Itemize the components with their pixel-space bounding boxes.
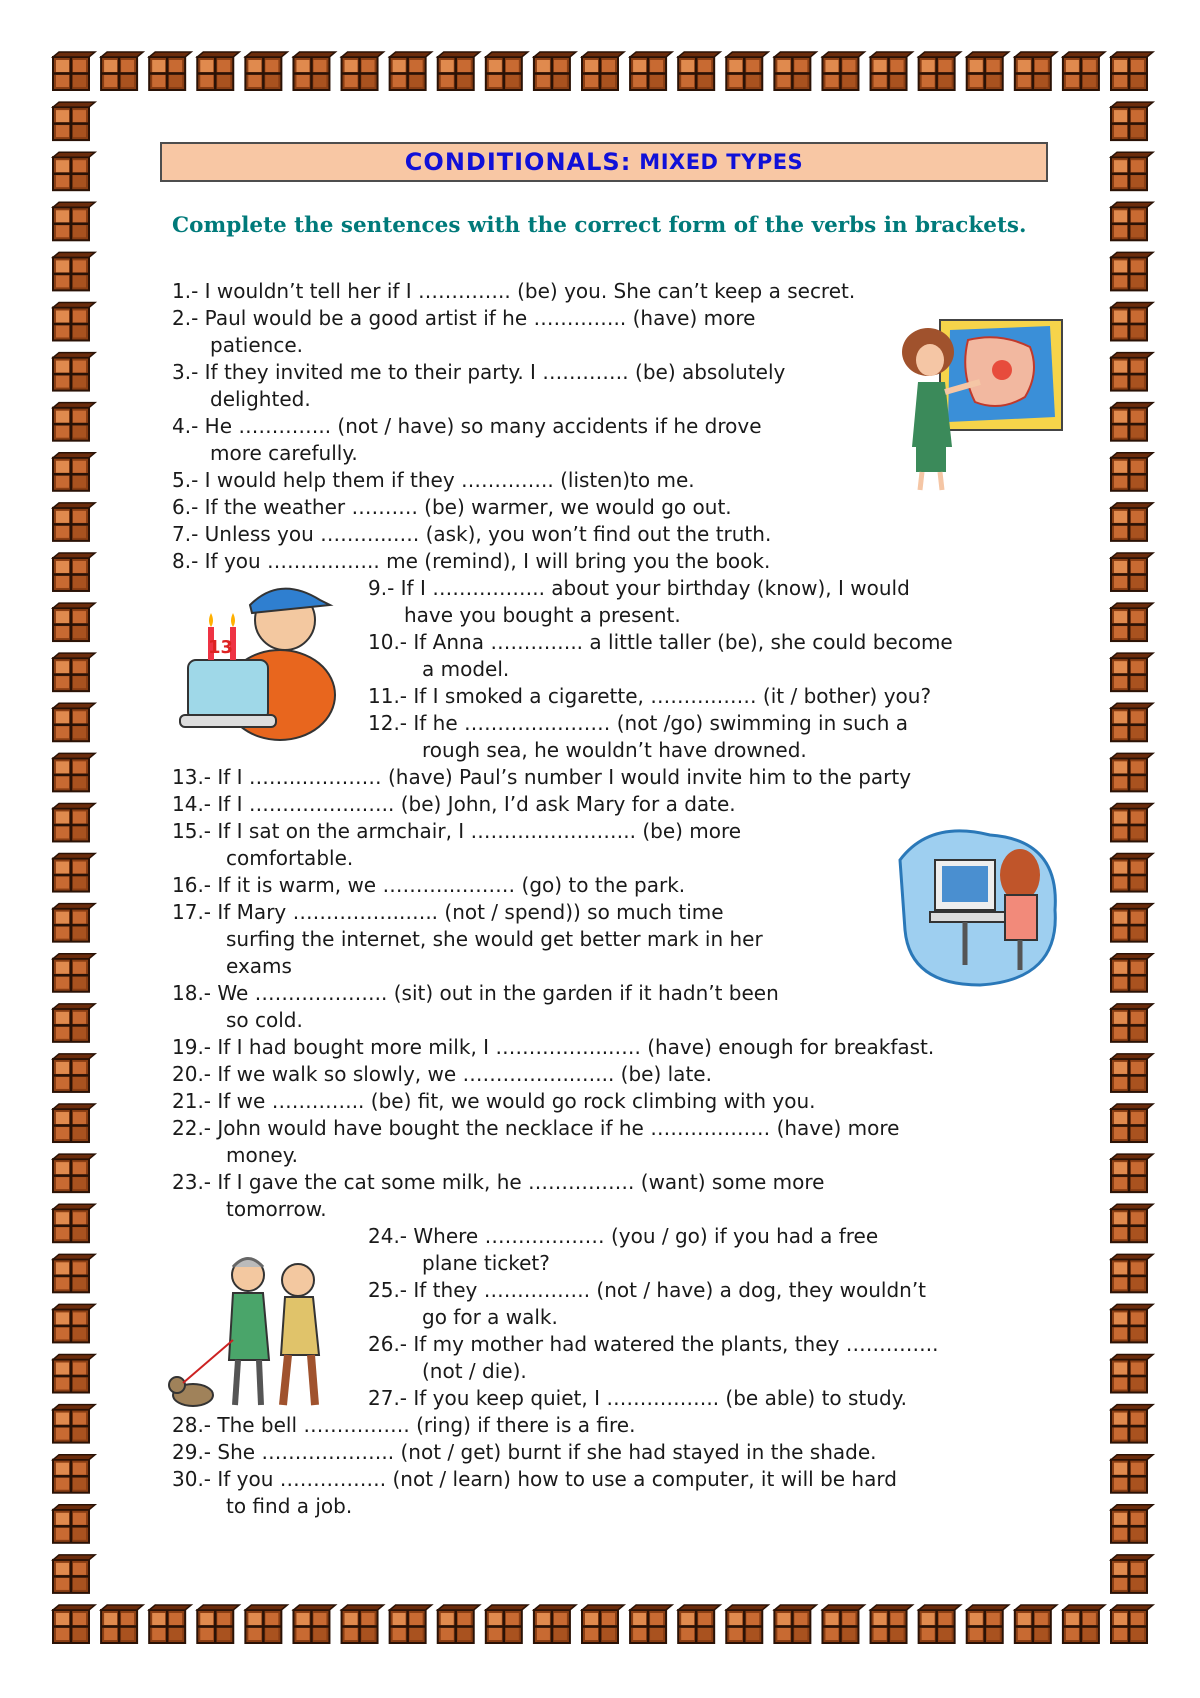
exercise-29 xyxy=(172,1439,877,1466)
brick-icon xyxy=(582,52,624,90)
brick-icon xyxy=(53,854,95,892)
brick-icon xyxy=(582,1605,624,1643)
exercise-15 xyxy=(172,818,741,872)
exercise-line: 30.- If you ……………. (not / learn) how to use a computer, it will be hard xyxy=(172,1467,897,1491)
exercise-line: patience. xyxy=(210,333,303,357)
brick-icon xyxy=(53,1204,95,1242)
exercise-19 xyxy=(172,1034,934,1061)
brick-icon xyxy=(678,52,720,90)
brick-icon xyxy=(342,1605,384,1643)
brick-icon xyxy=(486,1605,528,1643)
brick-icon xyxy=(53,1455,95,1493)
exercise-8 xyxy=(172,548,770,575)
title-sub: MIXED TYPES xyxy=(639,150,804,174)
exercise-6 xyxy=(172,494,732,521)
exercise-10 xyxy=(368,629,953,683)
exercise-7 xyxy=(172,521,771,548)
exercise-line: 13.- If I ……..………… (have) Paul’s number I would invite him to the party xyxy=(172,765,912,789)
exercise-line: 1.- I wouldn’t tell her if I ………….. (be) you. She can’t keep a secret. xyxy=(172,279,856,303)
exercise-4 xyxy=(172,413,762,467)
brick-icon xyxy=(1111,954,1153,992)
brick-icon xyxy=(1111,1405,1153,1443)
exercise-line: more carefully. xyxy=(210,441,358,465)
exercise-28 xyxy=(172,1412,635,1439)
brick-icon xyxy=(678,1605,720,1643)
brick-icon xyxy=(53,1505,95,1543)
brick-icon xyxy=(1111,1505,1153,1543)
brick-icon xyxy=(1111,1004,1153,1042)
brick-icon xyxy=(1111,653,1153,691)
exercise-line: tomorrow. xyxy=(226,1197,327,1221)
exercise-27 xyxy=(368,1385,907,1412)
brick-icon xyxy=(1111,1104,1153,1142)
brick-icon xyxy=(919,52,961,90)
brick-icon xyxy=(53,1555,95,1593)
boy-with-birthday-cake-image xyxy=(170,575,340,745)
exercise-line: delighted. xyxy=(210,387,311,411)
exercise-line: 2.- Paul would be a good artist if he ………….. (have) more xyxy=(172,306,756,330)
brick-icon xyxy=(726,1605,768,1643)
brick-icon xyxy=(967,52,1009,90)
brick-icon xyxy=(919,1605,961,1643)
brick-icon xyxy=(53,202,95,240)
exercise-line: 4.- He ………….. (not / have) so many accidents if he drove xyxy=(172,414,762,438)
exercise-line: 22.- John would have bought the necklace if he ……………… (have) more xyxy=(172,1116,900,1140)
brick-icon xyxy=(1111,1154,1153,1192)
exercise-line: 27.- If you keep quiet, I …………….. (be able) to study. xyxy=(368,1386,907,1410)
brick-icon xyxy=(1111,854,1153,892)
brick-icon xyxy=(774,52,816,90)
exercise-26 xyxy=(368,1331,938,1385)
brick-icon xyxy=(53,252,95,290)
brick-icon xyxy=(486,52,528,90)
exercise-line: 24.- Where ……………… (you / go) if you had a free xyxy=(368,1224,879,1248)
exercise-18 xyxy=(172,980,779,1034)
exercise-21 xyxy=(172,1088,816,1115)
brick-icon xyxy=(53,503,95,541)
brick-icon xyxy=(1111,503,1153,541)
exercise-line: surfing the internet, she would get better mark in her xyxy=(226,927,763,951)
exercise-line: 20.- If we walk so slowly, we ……………..…... (be) late. xyxy=(172,1062,712,1086)
brick-icon xyxy=(1111,302,1153,340)
brick-icon xyxy=(53,1004,95,1042)
exercise-5 xyxy=(172,467,695,494)
svg-text:13: 13 xyxy=(208,637,234,658)
exercise-line: plane ticket? xyxy=(422,1251,550,1275)
exercise-line: 25.- If they ……………. (not / have) a dog, they wouldn’t xyxy=(368,1278,927,1302)
brick-icon xyxy=(53,1355,95,1393)
exercise-line: 28.- The bell ……………. (ring) if there is a fire. xyxy=(172,1413,636,1437)
brick-icon xyxy=(1063,1605,1105,1643)
exercise-17 xyxy=(172,899,763,980)
title-main: CONDITIONALS: xyxy=(404,148,632,176)
brick-icon xyxy=(53,553,95,591)
brick-icon xyxy=(53,1254,95,1292)
brick-icon xyxy=(1111,1054,1153,1092)
brick-icon xyxy=(53,954,95,992)
brick-icon xyxy=(726,52,768,90)
exercise-16 xyxy=(172,872,685,899)
brick-icon xyxy=(53,1605,95,1643)
exercise-line: 29.- She ……………….. (not / get) burnt if she had stayed in the shade. xyxy=(172,1440,877,1464)
exercise-line: 12.- If he ………….……… (not /go) swimming in such a xyxy=(368,711,909,735)
exercise-3 xyxy=(172,359,785,413)
brick-icon xyxy=(53,403,95,441)
brick-icon xyxy=(1111,152,1153,190)
brick-icon xyxy=(1111,1204,1153,1242)
woman-with-map-image xyxy=(890,312,1070,497)
exercise-line: 8.- If you …………….. me (remind), I will bring you the book. xyxy=(172,549,771,573)
brick-icon xyxy=(245,1605,287,1643)
exercise-23 xyxy=(172,1169,824,1223)
exercise-14 xyxy=(172,791,736,818)
brick-icon xyxy=(1111,553,1153,591)
brick-icon xyxy=(630,52,672,90)
brick-icon xyxy=(1111,453,1153,491)
exercise-line: comfortable. xyxy=(226,846,354,870)
exercise-line: 18.- We ……………….. (sit) out in the garden if it hadn’t been xyxy=(172,981,779,1005)
brick-icon xyxy=(53,703,95,741)
girl-at-computer-image xyxy=(890,820,1070,995)
exercise-line: 10.- If Anna ………….. a little taller (be), she could become xyxy=(368,630,953,654)
brick-icon xyxy=(1111,353,1153,391)
brick-icon xyxy=(197,52,239,90)
worksheet-title xyxy=(160,142,1048,182)
brick-icon xyxy=(1111,1555,1153,1593)
exercise-line: 11.- If I smoked a cigarette, ……….…… (it / bother) you? xyxy=(368,684,932,708)
exercise-line: go for a walk. xyxy=(422,1305,558,1329)
exercise-line: 17.- If Mary ……………..….. (not / spend)) so much time xyxy=(172,900,724,924)
elderly-couple-walking-dog-image xyxy=(163,1245,353,1420)
exercise-line: rough sea, he wouldn’t have drowned. xyxy=(422,738,807,762)
exercise-11 xyxy=(368,683,931,710)
brick-icon xyxy=(53,102,95,140)
brick-icon xyxy=(390,1605,432,1643)
brick-icon xyxy=(1111,803,1153,841)
brick-icon xyxy=(871,1605,913,1643)
brick-icon xyxy=(1063,52,1105,90)
brick-icon xyxy=(53,653,95,691)
exercise-line: a model. xyxy=(422,657,510,681)
exercise-line: have you bought a present. xyxy=(404,603,681,627)
brick-icon xyxy=(438,1605,480,1643)
brick-icon xyxy=(53,152,95,190)
exercise-22 xyxy=(172,1115,899,1169)
brick-icon xyxy=(53,1154,95,1192)
brick-icon xyxy=(293,52,335,90)
brick-icon xyxy=(1111,904,1153,942)
exercise-12 xyxy=(368,710,908,764)
brick-icon xyxy=(53,1054,95,1092)
exercise-2 xyxy=(172,305,755,359)
exercise-line: 6.- If the weather ………. (be) warmer, we would go out. xyxy=(172,495,732,519)
brick-icon xyxy=(1111,603,1153,641)
brick-icon xyxy=(1111,403,1153,441)
exercise-line: 16.- If it is warm, we ………..……… (go) to the park. xyxy=(172,873,686,897)
exercise-line: 21.- If we ………….. (be) fit, we would go rock climbing with you. xyxy=(172,1089,816,1113)
brick-icon xyxy=(1111,1304,1153,1342)
exercise-line: 5.- I would help them if they ………….. (listen)to me. xyxy=(172,468,695,492)
exercise-line: 19.- If I had bought more milk, I ……………...…. (have) enough for breakfast. xyxy=(172,1035,935,1059)
exercise-24 xyxy=(368,1223,878,1277)
brick-icon xyxy=(53,904,95,942)
brick-icon xyxy=(342,52,384,90)
brick-icon xyxy=(534,52,576,90)
brick-icon xyxy=(822,1605,864,1643)
brick-icon xyxy=(1111,703,1153,741)
brick-icon xyxy=(1111,102,1153,140)
brick-icon xyxy=(1111,753,1153,791)
brick-icon xyxy=(149,52,191,90)
brick-icon xyxy=(197,1605,239,1643)
brick-icon xyxy=(1111,1355,1153,1393)
exercise-25 xyxy=(368,1277,926,1331)
exercise-line: 26.- If my mother had watered the plants, they ………….. xyxy=(368,1332,939,1356)
brick-icon xyxy=(1015,1605,1057,1643)
exercise-line: 3.- If they invited me to their party. I …………. (be) absolutely xyxy=(172,360,786,384)
brick-icon xyxy=(534,1605,576,1643)
exercise-1 xyxy=(172,278,855,305)
exercise-line: 15.- If I sat on the armchair, I ………..………….. (be) more xyxy=(172,819,742,843)
exercise-line: 23.- If I gave the cat some milk, he ……………. (want) some more xyxy=(172,1170,825,1194)
exercise-line: 9.- If I …………….. about your birthday (know), I would xyxy=(368,576,910,600)
brick-icon xyxy=(53,353,95,391)
brick-icon xyxy=(1111,1455,1153,1493)
brick-icon xyxy=(101,1605,143,1643)
brick-icon xyxy=(1015,52,1057,90)
brick-icon xyxy=(53,453,95,491)
brick-icon xyxy=(822,52,864,90)
exercise-line: money. xyxy=(226,1143,299,1167)
brick-icon xyxy=(101,52,143,90)
exercise-9 xyxy=(368,575,910,629)
exercise-line: 7.- Unless you ………..…. (ask), you won’t find out the truth. xyxy=(172,522,772,546)
brick-icon xyxy=(871,52,913,90)
brick-icon xyxy=(53,1304,95,1342)
brick-icon xyxy=(1111,1605,1153,1643)
brick-icon xyxy=(53,1104,95,1142)
exercise-30 xyxy=(172,1466,897,1520)
brick-icon xyxy=(390,52,432,90)
brick-icon xyxy=(245,52,287,90)
brick-icon xyxy=(1111,52,1153,90)
brick-icon xyxy=(438,52,480,90)
exercise-line: (not / die). xyxy=(422,1359,527,1383)
brick-icon xyxy=(967,1605,1009,1643)
exercise-line: so cold. xyxy=(226,1008,303,1032)
exercise-line: exams xyxy=(226,954,292,978)
brick-icon xyxy=(630,1605,672,1643)
brick-icon xyxy=(1111,202,1153,240)
brick-icon xyxy=(1111,252,1153,290)
brick-icon xyxy=(53,302,95,340)
brick-icon xyxy=(1111,1254,1153,1292)
exercise-20 xyxy=(172,1061,712,1088)
brick-icon xyxy=(774,1605,816,1643)
instruction: Complete the sentences with the correct form of the verbs in brackets. xyxy=(172,213,1027,238)
brick-icon xyxy=(53,52,95,90)
brick-icon xyxy=(293,1605,335,1643)
brick-icon xyxy=(53,603,95,641)
brick-icon xyxy=(53,753,95,791)
brick-icon xyxy=(53,803,95,841)
exercise-line: to find a job. xyxy=(226,1494,353,1518)
brick-icon xyxy=(149,1605,191,1643)
exercise-13 xyxy=(172,764,911,791)
exercise-line: 14.- If I ……………..….. (be) John, I’d ask Mary for a date. xyxy=(172,792,736,816)
brick-icon xyxy=(53,1405,95,1443)
